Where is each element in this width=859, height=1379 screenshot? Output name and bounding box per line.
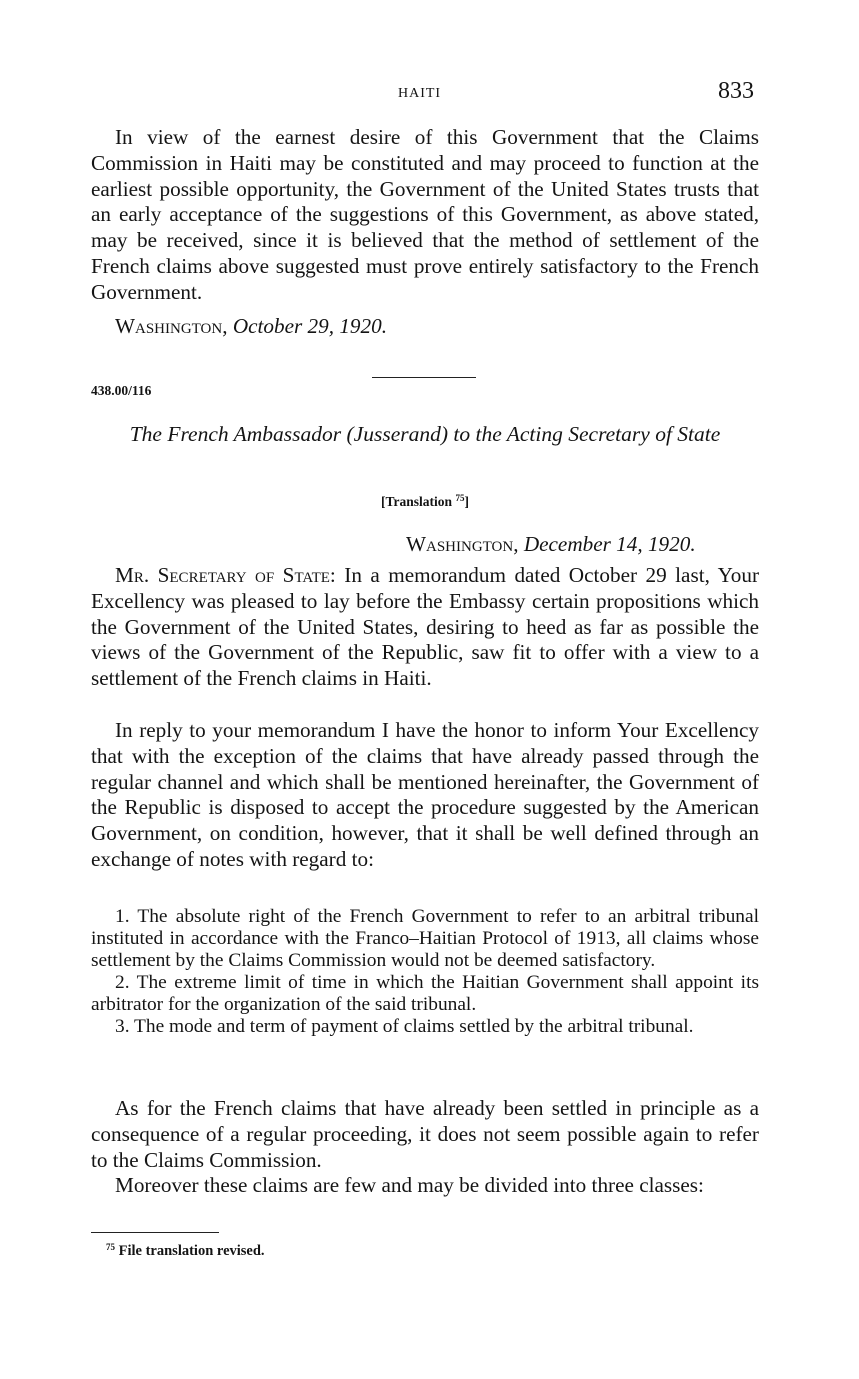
paragraph-3: In reply to your memorandum I have the honor to inform Your Excellency that with the exception of the claims that have already passed through the regular channel and which shall be mentioned hereinafter, the Government of the Republic is disposed to accept the procedure suggested by the American Government, on condition, however, that it shall be well defined through an exchange of notes with regard to: [91, 718, 759, 871]
dateline-1 [115, 314, 387, 339]
footnote-text: File translation revised. [118, 1243, 265, 1259]
section-separator [372, 377, 476, 378]
document-heading: The French Ambassador (Jusserand) to the Acting Secretary of State [129, 422, 721, 446]
paragraph-4: As for the French claims that have already been settled in principle as a consequence of a regular proceeding, it does not seem possible again to refer to the Claims Commission. [91, 1096, 759, 1172]
translation-label: [Translation [381, 494, 453, 509]
dateline-1-date: October 29, 1920. [232, 314, 388, 338]
file-number: 438.00/116 [91, 383, 152, 398]
translation-footnote-ref: 75 [455, 493, 465, 503]
paragraph-1: In view of the earnest desire of this Government that the Claims Commission in Haiti may be constituted and may proceed to function at the earliest possible opportunity, the Government of the United States trusts that an early acceptance of the suggestions of this Government, as above stated, may be received, since it is believed that the method of settlement of the French claims above suggested must prove entirely satisfactory to the French Government. [91, 125, 759, 304]
paragraph-2 [91, 563, 759, 692]
footnote-rule [91, 1232, 219, 1233]
salutation: Mr. Secretary of State: [115, 563, 336, 587]
running-head: HAITI [398, 86, 442, 101]
conditions-list [91, 906, 759, 1038]
footnote-number: 75 [106, 1242, 115, 1252]
paragraph-5: Moreover these claims are few and may be divided into three classes: [115, 1173, 704, 1197]
dateline-2 [406, 532, 696, 557]
dateline-2-date: December 14, 1920. [523, 532, 696, 556]
dateline-1-place: Washington, [115, 314, 228, 338]
footnote [106, 1243, 265, 1260]
page-number: 833 [718, 78, 754, 104]
translation-note [91, 494, 759, 510]
translation-close: ] [464, 494, 469, 509]
list-item: 3. The mode and term of payment of claims settled by the arbitral tribunal. [115, 1016, 694, 1037]
paragraph-2-text: In a memorandum dated October 29 last, Your Excellency was pleased to lay before the Embassy certain propositions which the Government of the United States, desiring to heed as far as possible the views of the Government of the Republic, saw fit to offer with a view to a settlement of the French claims in Haiti. [91, 563, 759, 691]
dateline-2-place: Washington, [406, 532, 519, 556]
list-item: 1. The absolute right of the French Government to refer to an arbitral tribunal instituted in accordance with the Franco–Haitian Protocol of 1913, all claims whose settlement by the Claims Commission would not be deemed satisfactory. [91, 906, 759, 971]
list-item: 2. The extreme limit of time in which the Haitian Government shall appoint its arbitrator for the organization of the said tribunal. [91, 972, 759, 1015]
